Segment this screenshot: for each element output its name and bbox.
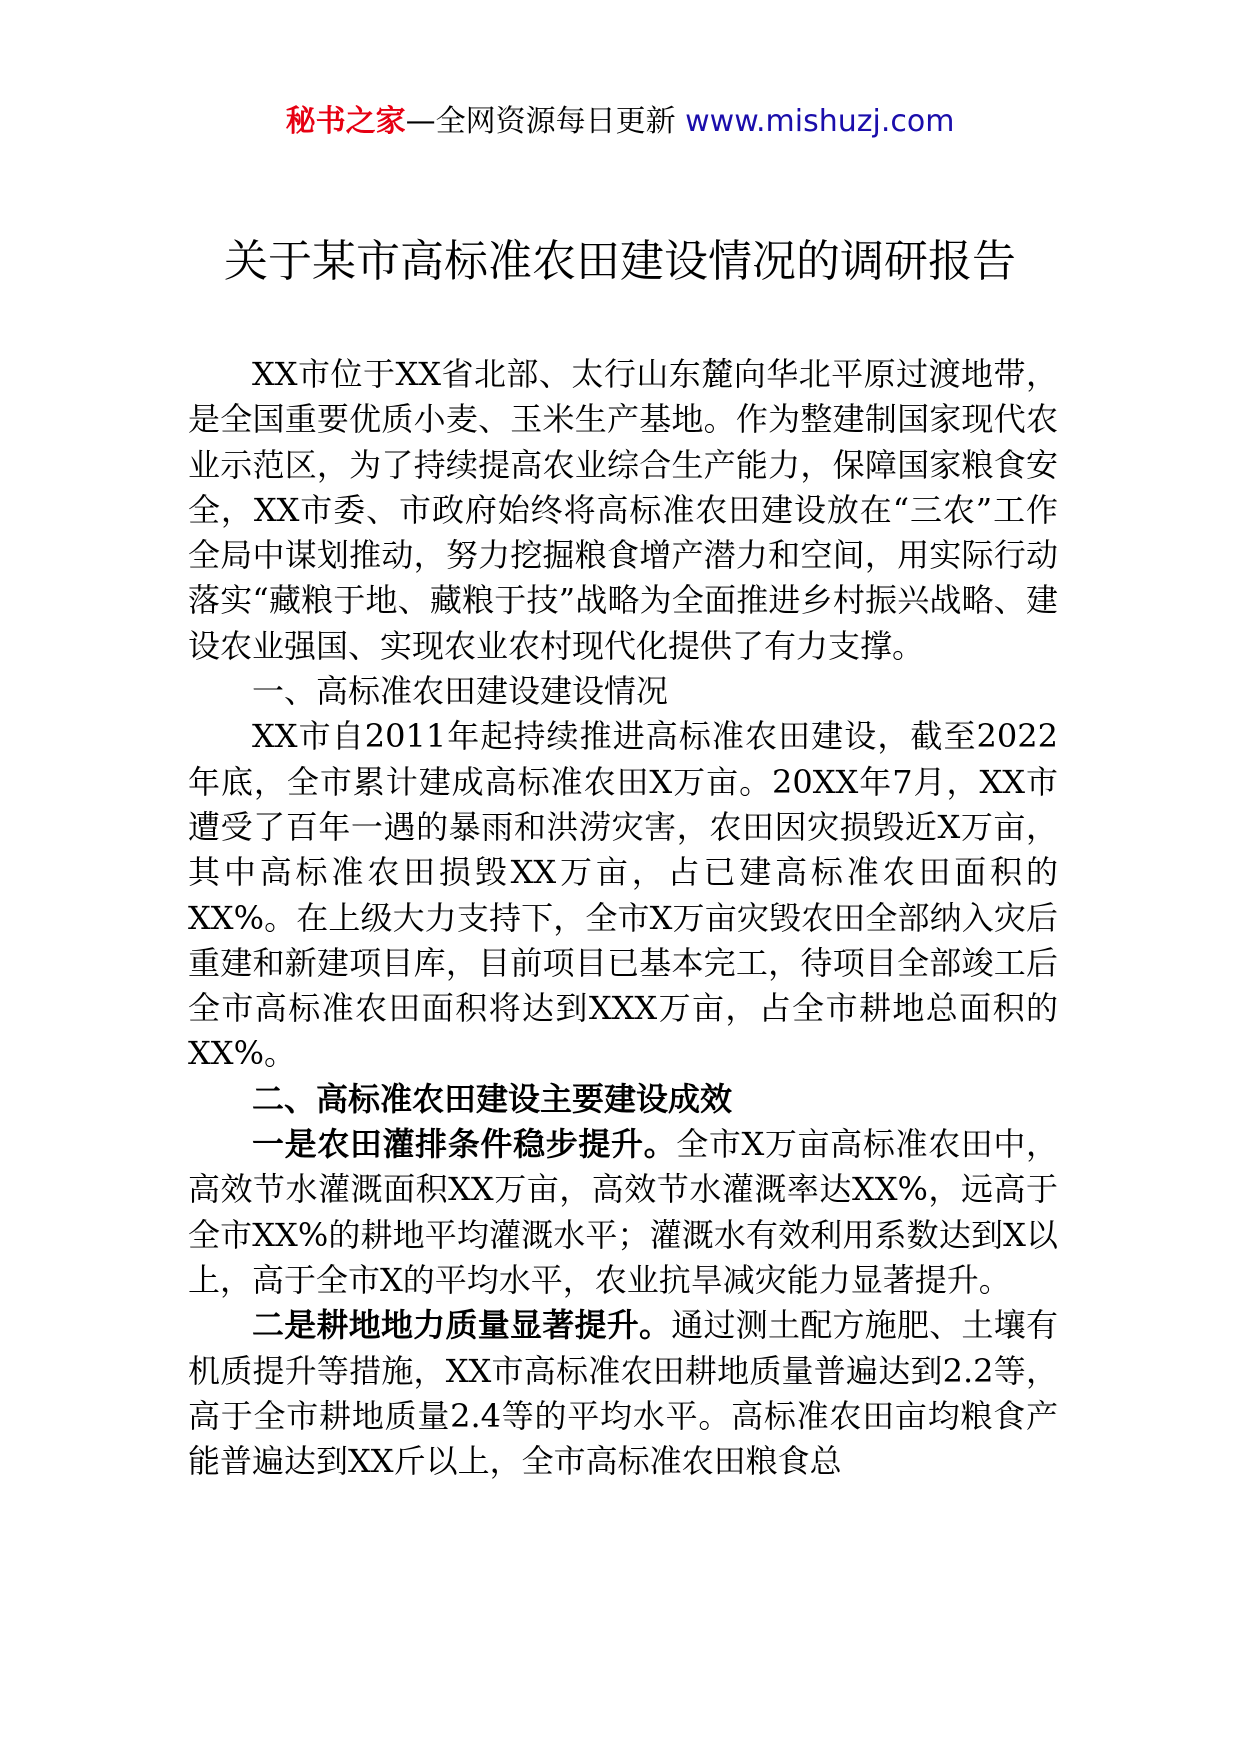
document-title: 关于某市高标准农田建设情况的调研报告 — [224, 236, 1016, 287]
section-2-heading: 二、高标准农田建设主要建设成效 — [252, 1079, 733, 1118]
site-brand-name: 秘书之家 — [285, 104, 406, 139]
point-1-body: 全市X万亩高标准农田中，高效节水灌溉面积XX万亩，高效节水灌溉率达XX%，远高于全市XX%的耕地平均灌溉水平；灌溉水有效利用系数达到X以上，高于全市X的平均水平，农业抗旱减灾能力显著提升。 — [188, 1125, 1058, 1299]
point-2-paragraph — [188, 1303, 1058, 1484]
site-header-banner — [0, 100, 1240, 144]
section-1-paragraph: XX市自2011年起持续推进高标准农田建设，截至2022年底，全市累计建成高标准农田X万亩。20XX年7月，XX市遭受了百年一遇的暴雨和洪涝灾害，农田因灾损毁近X万亩，其中高标准农田损毁XX万亩，占已建高标准农田面积的XX%。在上级大力支持下，全市X万亩灾毁农田全部纳入灾后重建和新建项目库，目前项目已基本完工，待项目全部竣工后全市高标准农田面积将达到XXX万亩，占全市耕地总面积的XX%。 — [188, 717, 1058, 1073]
point-2-lead: 二是耕地地力质量显著提升。 — [252, 1306, 672, 1345]
point-1-lead: 一是农田灌排条件稳步提升。 — [252, 1125, 677, 1164]
point-1-paragraph — [188, 1122, 1058, 1303]
site-tagline: —全网资源每日更新 — [405, 104, 686, 139]
site-url-link[interactable]: www.mishuzj.com — [685, 104, 955, 139]
intro-paragraph: XX市位于XX省北部、太行山东麓向华北平原过渡地带，是全国重要优质小麦、玉米生产基地。作为整建制国家现代农业示范区，为了持续提高农业综合生产能力，保障国家粮食安全，XX市委、市政府始终将高标准农田建设放在“三农”工作全局中谋划推动，努力挖掘粮食增产潜力和空间，用实际行动落实“藏粮于地、藏粮于技”战略为全面推进乡村振兴战略、建设农业强国、实现农业农村现代化提供了有力支撑。 — [188, 355, 1058, 665]
point-2-body: 通过测土配方施肥、土壤有机质提升等措施，XX市高标准农田耕地质量普遍达到2.2等，高于全市耕地质量2.4等的平均水平。高标准农田亩均粮食产能普遍达到XX斤以上，全市高标准农田粮食总 — [188, 1306, 1058, 1481]
document-body — [188, 352, 1058, 1484]
section-1-heading: 一、高标准农田建设建设情况 — [252, 672, 669, 711]
